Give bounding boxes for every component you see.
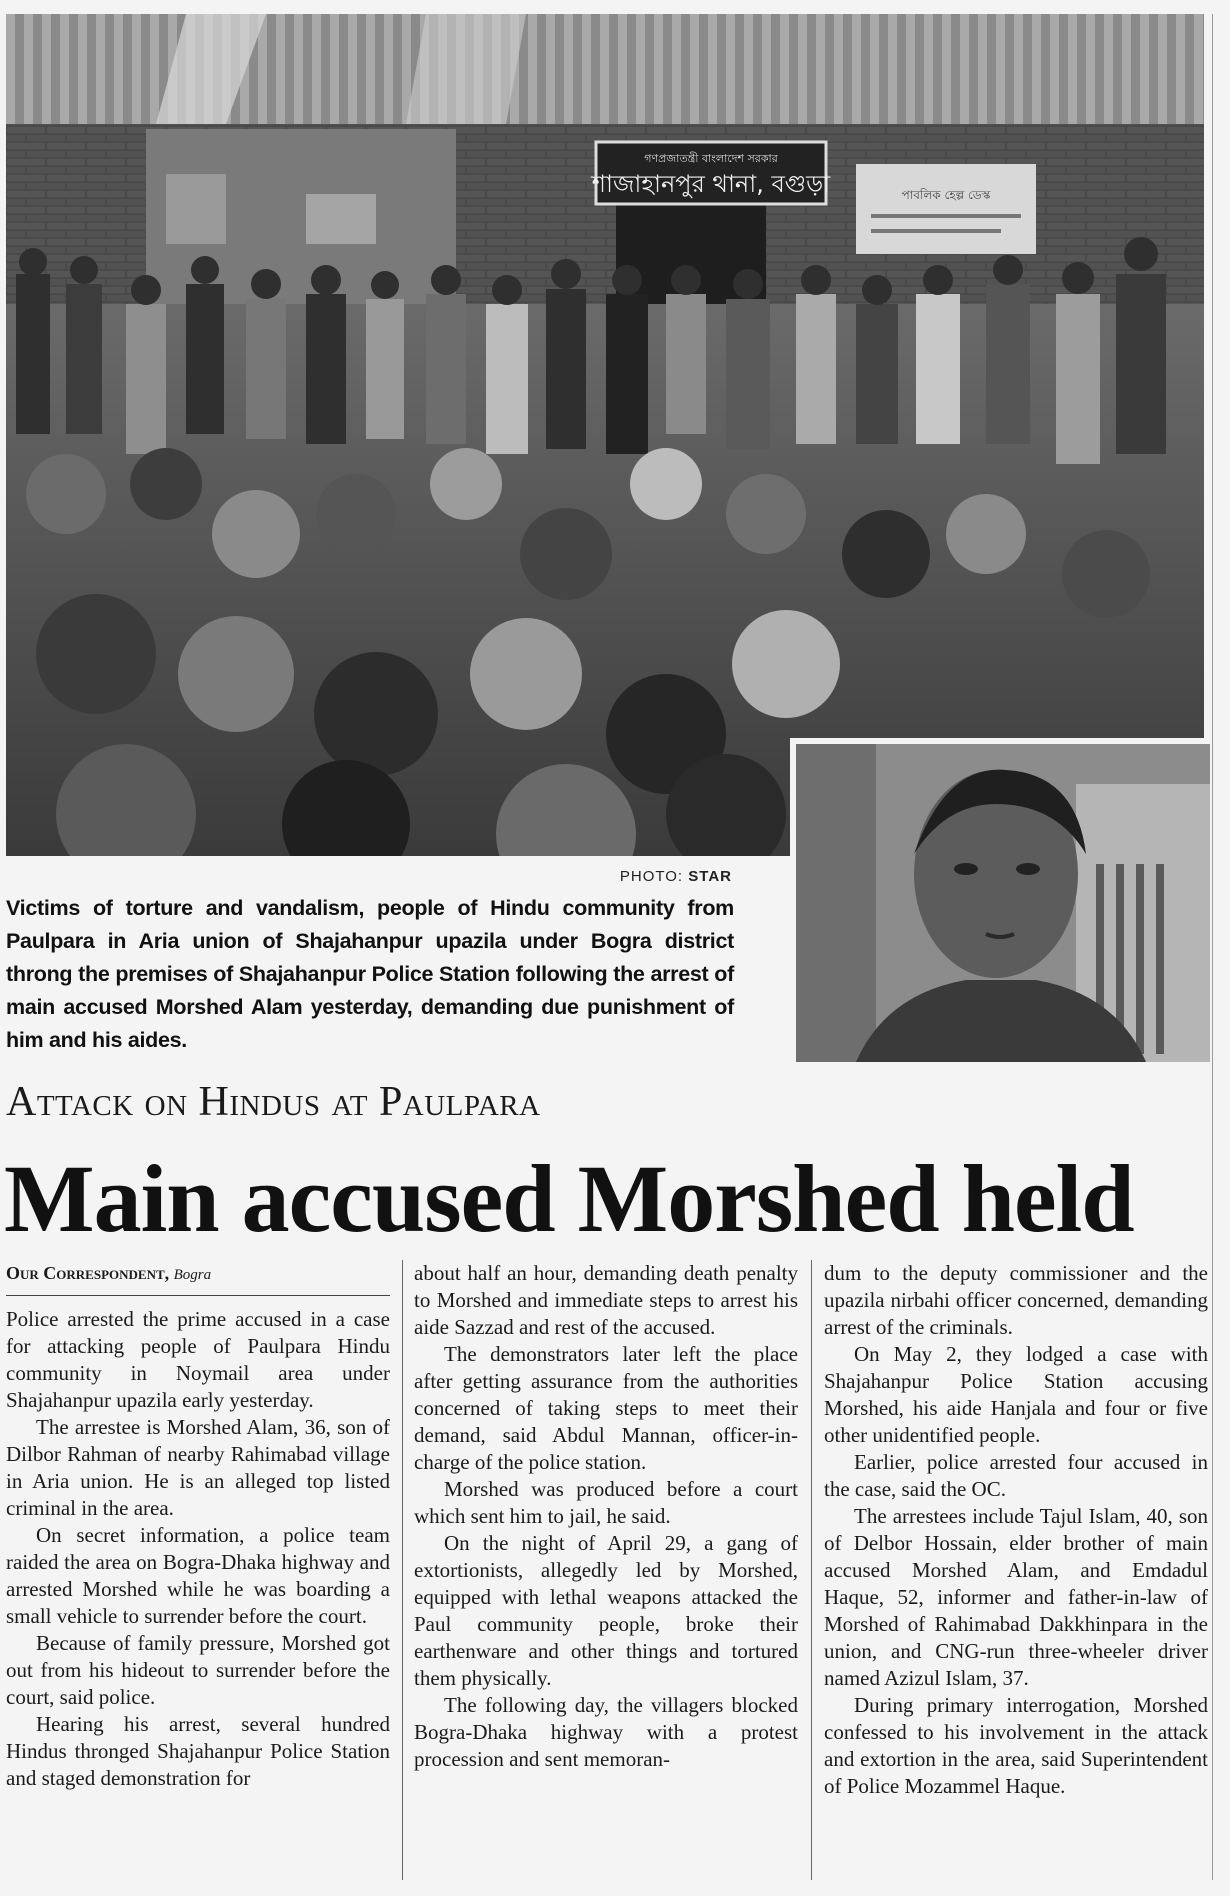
photo-credit: [560, 868, 732, 885]
column-divider: [811, 1260, 812, 1880]
article-paragraph: On May 2, they lodged a case with Shajahanpur Police Station accusing Morshed, his aide Hanjala and four or five other unidentified people.: [824, 1342, 1208, 1447]
article-paragraph: about half an hour, demanding death penalty to Morshed and immediate steps to arrest his aide Sazzad and rest of the accused.: [414, 1261, 798, 1339]
article-paragraph: The arrestees include Tajul Islam, 40, son of Delbor Hossain, elder brother of main accused Morshed Alam, and Emdadul Haque, 52, informer and father-in-law of Morshed of Rahimabad Dakkhinpara in the union, and CNG-run three-wheeler driver named Azizul Islam, 37.: [824, 1504, 1208, 1690]
article-paragraph: On the night of April 29, a gang of extortionists, allegedly led by Morshed, equipped with lethal weapons attacked the Paul community people, broke their earthenware and other things and tortured them physically.: [414, 1531, 798, 1690]
column-divider: [402, 1260, 403, 1880]
article-column-1: [6, 1260, 390, 1792]
banner-text: পাবলিক হেল্প ডেস্ক: [901, 188, 991, 202]
article-paragraph: On secret information, a police team raided the area on Bogra-Dhaka highway and arrested Morshed while he was boarding a small vehicle to surrender before the court.: [6, 1523, 390, 1628]
kicker-headline: Attack on Hindus at Paulpara: [6, 1079, 541, 1125]
article-paragraph: Earlier, police arrested four accused in the case, said the OC.: [824, 1450, 1208, 1501]
photo-credit-source: STAR: [688, 868, 732, 885]
byline-place: Bogra: [173, 1267, 212, 1283]
page-edge-rule: [1212, 14, 1213, 1880]
article-paragraph: Hearing his arrest, several hundred Hindus thronged Shajahanpur Police Station and staged demonstration for: [6, 1712, 390, 1790]
photo-credit-label: PHOTO:: [619, 868, 684, 885]
main-photo: [6, 14, 1204, 856]
article-paragraph: Police arrested the prime accused in a case for attacking people of Paulpara Hindu community in Noymail area under Shajahanpur upazila early yesterday.: [6, 1307, 390, 1412]
sign-small-text: গণপ্রজাতন্ত্রী বাংলাদেশ সরকার: [644, 152, 778, 165]
main-headline: Main accused Morshed held: [4, 1145, 1134, 1252]
article-paragraph: The following day, the villagers blocked Bogra-Dhaka highway with a protest procession and sent memoran-: [414, 1693, 798, 1771]
byline: [6, 1260, 390, 1296]
inset-portrait-photo: [790, 738, 1210, 1062]
article-column-2: [414, 1260, 798, 1773]
photo-caption: Victims of torture and vandalism, people of Hindu community from Paulpara in Aria union of Shajahanpur upazila under Bogra district throng the premises of Shajahanpur Police Station following the arrest of main accused Morshed Alam yesterday, demanding due punishment of him and his aides.: [6, 896, 734, 1052]
byline-author: Our Correspondent,: [6, 1263, 170, 1283]
article-paragraph: The arrestee is Morshed Alam, 36, son of Dilbor Rahman of nearby Rahimabad village in Aria union. He is an alleged top listed criminal in the area.: [6, 1415, 390, 1520]
article-paragraph: The demonstrators later left the place after getting assurance from the authorities concerned of taking steps to meet their demand, said Abdul Mannan, officer-in-charge of the police station.: [414, 1342, 798, 1474]
article-paragraph: During primary interrogation, Morshed confessed to his involvement in the attack and extortion in the area, said Superintendent of Police Mozammel Haque.: [824, 1693, 1208, 1798]
article-paragraph: Morshed was produced before a court which sent him to jail, he said.: [414, 1477, 798, 1528]
sign-main-text: শাজাহানপুর থানা, বগুড়া: [591, 170, 831, 198]
article-paragraph: dum to the deputy commissioner and the upazila nirbahi officer concerned, demanding arrest of the criminals.: [824, 1261, 1208, 1339]
article-paragraph: Because of family pressure, Morshed got out from his hideout to surrender before the court, said police.: [6, 1631, 390, 1709]
article-column-3: [824, 1260, 1208, 1800]
